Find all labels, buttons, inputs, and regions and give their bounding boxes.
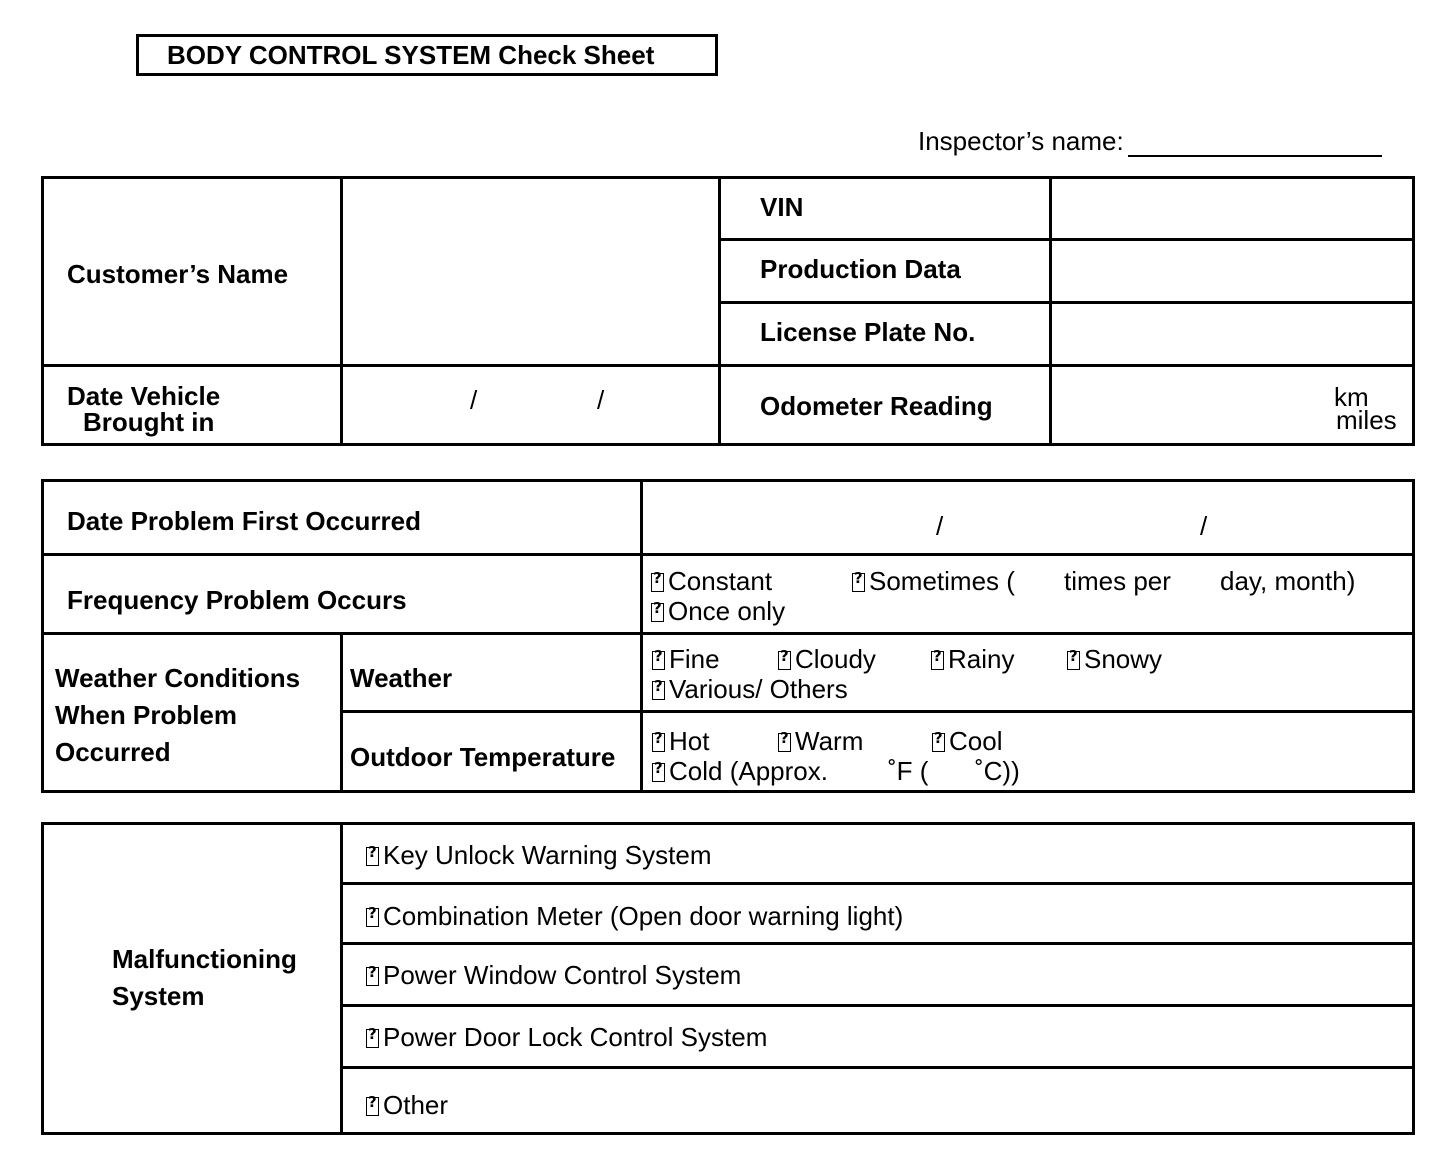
option-label: Power Window Control System bbox=[383, 960, 742, 990]
option-label: Hot bbox=[669, 726, 710, 756]
system-power-door-lock-option[interactable] bbox=[366, 1024, 767, 1050]
checkbox-icon bbox=[852, 573, 865, 592]
option-label: Various/ Others bbox=[669, 674, 848, 704]
date-separator: / bbox=[470, 385, 478, 415]
option-label: Sometimes ( bbox=[869, 566, 1015, 596]
checkbox-icon bbox=[366, 1097, 379, 1116]
checkbox-icon bbox=[932, 733, 945, 752]
checkbox-icon bbox=[778, 733, 791, 752]
temp-cool-option[interactable] bbox=[932, 728, 1002, 754]
option-label: Warm bbox=[795, 726, 864, 756]
option-label: Power Door Lock Control System bbox=[383, 1022, 768, 1052]
temp-fahrenheit: ˚F ( bbox=[888, 756, 929, 786]
weather-cloudy-option[interactable] bbox=[778, 646, 876, 672]
checkbox-icon bbox=[652, 681, 665, 700]
license-plate-label: License Plate No. bbox=[760, 317, 976, 347]
option-label: Cloudy bbox=[795, 644, 876, 674]
inspector-label: Inspector’s name: bbox=[918, 126, 1124, 156]
option-label: Rainy bbox=[948, 644, 1015, 674]
option-label: Cool bbox=[949, 726, 1003, 756]
checkbox-icon bbox=[651, 603, 664, 622]
option-label: Once only bbox=[668, 596, 786, 626]
vin-field[interactable] bbox=[1054, 181, 1410, 236]
odometer-field[interactable] bbox=[1054, 369, 1330, 441]
freq-sometimes-option[interactable] bbox=[852, 568, 1015, 594]
temp-cold-option[interactable] bbox=[652, 758, 828, 784]
option-label: Other bbox=[383, 1090, 449, 1120]
option-label: Cold (Approx. bbox=[669, 756, 828, 786]
temp-hot-option[interactable] bbox=[652, 728, 709, 754]
outdoor-temperature-label: Outdoor Temperature bbox=[350, 742, 616, 772]
weather-conditions-label-line3: Occurred bbox=[55, 737, 171, 767]
weather-label: Weather bbox=[350, 663, 453, 693]
checkbox-icon bbox=[778, 651, 791, 670]
date-first-occurred-label: Date Problem First Occurred bbox=[67, 506, 421, 536]
option-label: Combination Meter (Open door warning light) bbox=[383, 901, 904, 931]
date-brought-in-label-line2: Brought in bbox=[83, 407, 215, 437]
freq-day-month: day, month) bbox=[1220, 566, 1356, 596]
option-label: Snowy bbox=[1084, 644, 1163, 674]
checkbox-icon bbox=[652, 733, 665, 752]
inspector-name-line[interactable] bbox=[1128, 129, 1382, 157]
system-key-unlock-option[interactable] bbox=[366, 842, 711, 868]
weather-rainy-option[interactable] bbox=[931, 646, 1014, 672]
date-brought-in-label-line1: Date Vehicle bbox=[67, 381, 221, 411]
temp-celsius: ˚C)) bbox=[975, 756, 1020, 786]
weather-conditions-label-line2: When Problem bbox=[55, 700, 238, 730]
checkbox-icon bbox=[366, 847, 379, 866]
production-data-field[interactable] bbox=[1054, 243, 1410, 299]
unit-km: km bbox=[1334, 382, 1369, 412]
odometer-label: Odometer Reading bbox=[760, 391, 993, 421]
checkbox-icon bbox=[366, 908, 379, 927]
date-separator: / bbox=[597, 385, 605, 415]
checkbox-icon bbox=[652, 763, 665, 782]
freq-constant-option[interactable] bbox=[651, 568, 772, 594]
checkbox-icon bbox=[651, 573, 664, 592]
page-title: BODY CONTROL SYSTEM Check Sheet bbox=[136, 34, 718, 76]
weather-various-option[interactable] bbox=[652, 676, 848, 702]
weather-conditions-label-line1: Weather Conditions bbox=[55, 663, 301, 693]
vin-label: VIN bbox=[760, 192, 804, 222]
weather-fine-option[interactable] bbox=[652, 646, 720, 672]
system-other-option[interactable] bbox=[366, 1092, 448, 1118]
system-power-window-option[interactable] bbox=[366, 962, 741, 988]
date-separator: / bbox=[1200, 511, 1208, 541]
checkbox-icon bbox=[366, 1029, 379, 1048]
production-data-label: Production Data bbox=[760, 254, 961, 284]
freq-times-per: times per bbox=[1064, 566, 1171, 596]
option-label: Constant bbox=[668, 566, 773, 596]
customer-name-field[interactable] bbox=[345, 181, 715, 361]
customer-name-label: Customer’s Name bbox=[67, 259, 289, 289]
date-separator: / bbox=[936, 511, 944, 541]
weather-snowy-option[interactable] bbox=[1067, 646, 1162, 672]
system-combination-meter-option[interactable] bbox=[366, 903, 903, 929]
inspector-field bbox=[918, 126, 1382, 157]
temp-warm-option[interactable] bbox=[778, 728, 863, 754]
checkbox-icon bbox=[1067, 651, 1080, 670]
malfunctioning-label-line1: Malfunctioning bbox=[112, 944, 297, 974]
frequency-label: Frequency Problem Occurs bbox=[67, 585, 407, 615]
checkbox-icon bbox=[652, 651, 665, 670]
freq-once-option[interactable] bbox=[651, 598, 785, 624]
malfunctioning-label-line2: System bbox=[112, 981, 205, 1011]
license-plate-field[interactable] bbox=[1054, 306, 1410, 362]
checkbox-icon bbox=[366, 967, 379, 986]
checkbox-icon bbox=[931, 651, 944, 670]
unit-miles: miles bbox=[1336, 405, 1397, 435]
option-label: Key Unlock Warning System bbox=[383, 840, 712, 870]
option-label: Fine bbox=[669, 644, 720, 674]
